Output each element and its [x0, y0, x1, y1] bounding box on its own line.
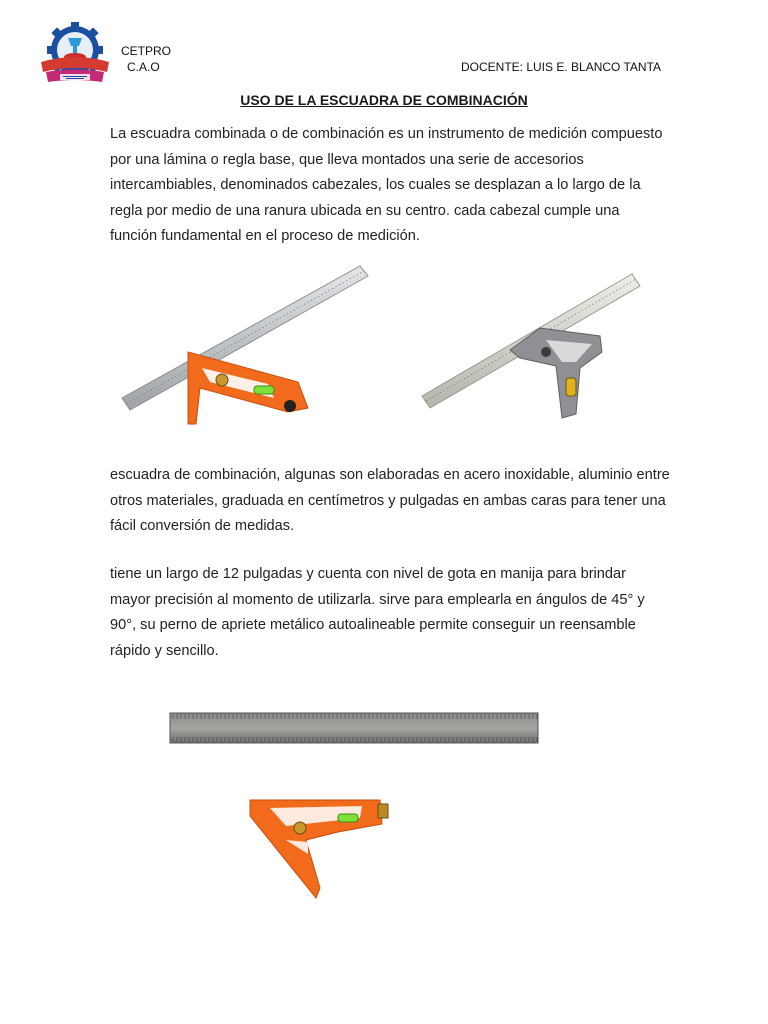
features-text: tiene un largo de 12 pulgadas y cuenta con nivel de gota en manija para brindar mayor precisión al momento de utilizarla. sirve para emplearla en ángulos de 45° y 90°, su perno de apriete metálico autoalineable permite conseguir un reensamble rápido y sencillo. [110, 566, 645, 659]
teacher-name: DOCENTE: LUIS E. BLANCO TANTA [461, 60, 662, 74]
materials-text: escuadra de combinación, algunas son elaboradas en acero inoxidable, aluminio entre otros materiales, graduada en centímetros y pulgadas en ambas caras para tener una fácil conversión de medidas. [110, 467, 670, 534]
intro-text: La escuadra combinada o de combinación es un instrumento de medición compuesto por una lámina o regla base, que lleva montados una serie de accesorios intercambiables, denominados cabezales, los cuales se desplazan a lo largo de la regla por medio de una ranura ubicada en su centro. cada cabezal cumple una función fundamental en el proceso de medición. [110, 126, 663, 244]
org-abbrev: C.A.O [127, 60, 160, 74]
orange-head-photo [246, 796, 392, 902]
page-title: USO DE LA ESCUADRA DE COMBINACIÓN [240, 92, 528, 108]
institution-logo [38, 22, 112, 86]
org-name: CETPRO [121, 44, 172, 58]
materials-paragraph [110, 463, 670, 540]
gray-square-photo [416, 262, 660, 430]
features-paragraph [110, 562, 670, 664]
orange-square-photo [118, 258, 378, 434]
ruler-photo [168, 710, 540, 746]
intro-paragraph [110, 122, 670, 250]
